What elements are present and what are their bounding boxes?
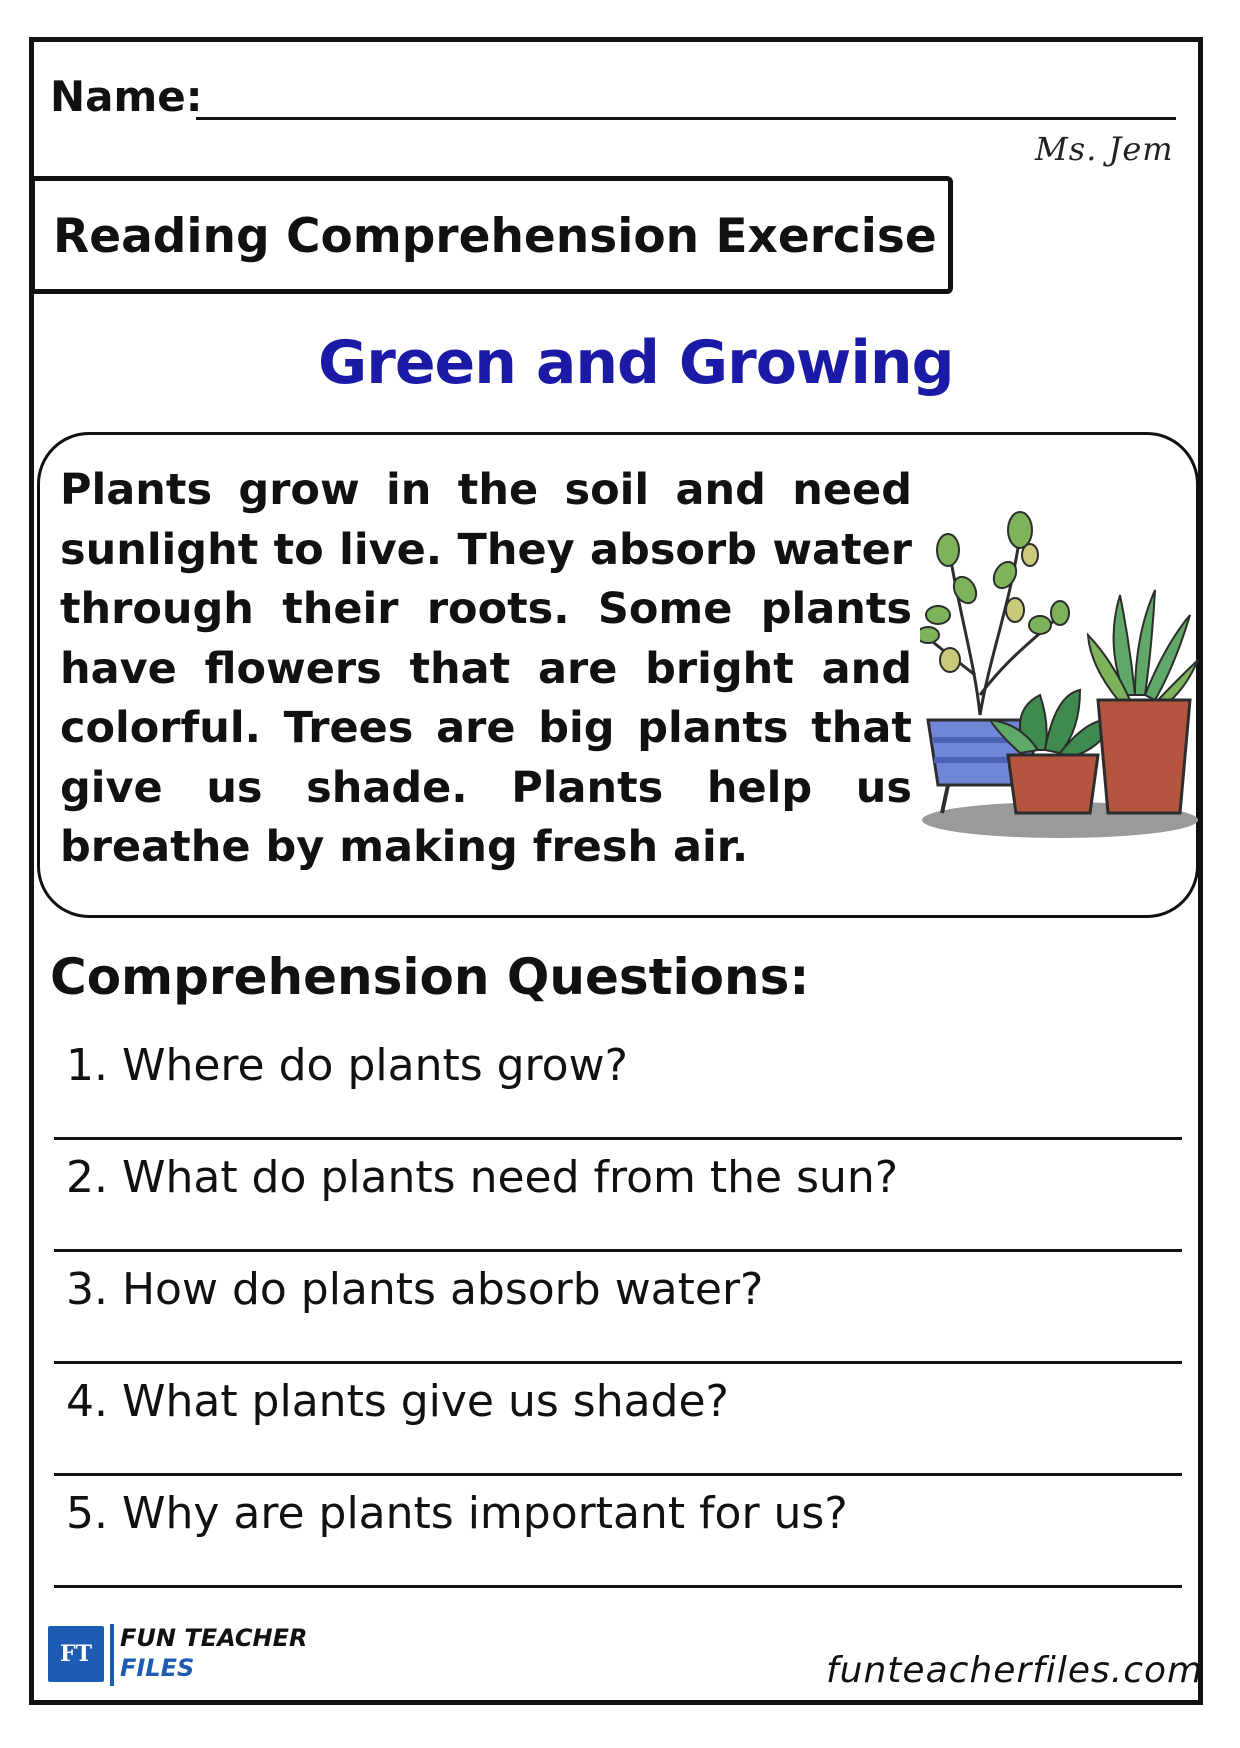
website-url: funteacherfiles.com <box>826 1650 1204 1691</box>
potted-plants-icon <box>920 495 1200 845</box>
logo-text-line1: FUN TEACHER <box>120 1624 308 1652</box>
logo-badge: FT <box>48 1626 104 1682</box>
answer-line[interactable] <box>54 1361 1182 1364</box>
question-text: 5. Why are plants important for us? <box>66 1488 848 1539</box>
logo-divider <box>110 1624 114 1686</box>
name-label: Name: <box>50 72 203 121</box>
question-text: 2. What do plants need from the sun? <box>66 1152 899 1203</box>
question-text: 3. How do plants absorb water? <box>66 1264 764 1315</box>
question-text: 4. What plants give us shade? <box>66 1376 729 1427</box>
question-row <box>52 1040 1182 1152</box>
exercise-title: Reading Comprehension Exercise <box>53 209 937 264</box>
question-row <box>52 1488 1182 1600</box>
answer-line[interactable] <box>54 1249 1182 1252</box>
answer-line[interactable] <box>54 1585 1182 1588</box>
story-title: Green and Growing <box>318 328 954 398</box>
passage-text: Plants grow in the soil and need sunlight to live. They absorb water through their roots. Some plants have flowers that are bright and colorful. Trees are big plants that give us shade. Plants help us breathe by making fresh air. <box>60 465 912 872</box>
question-row <box>52 1152 1182 1264</box>
question-row <box>52 1264 1182 1376</box>
logo-text-line2: FILES <box>120 1654 195 1682</box>
question-row <box>52 1376 1182 1488</box>
answer-line[interactable] <box>54 1137 1182 1140</box>
name-line <box>196 117 1176 120</box>
exercise-title-box <box>29 176 953 294</box>
signature: Ms. Jem <box>1035 130 1174 168</box>
questions-heading: Comprehension Questions: <box>50 948 810 1006</box>
answer-line[interactable] <box>54 1473 1182 1476</box>
brand-logo <box>48 1622 348 1684</box>
question-text: 1. Where do plants grow? <box>66 1040 628 1091</box>
